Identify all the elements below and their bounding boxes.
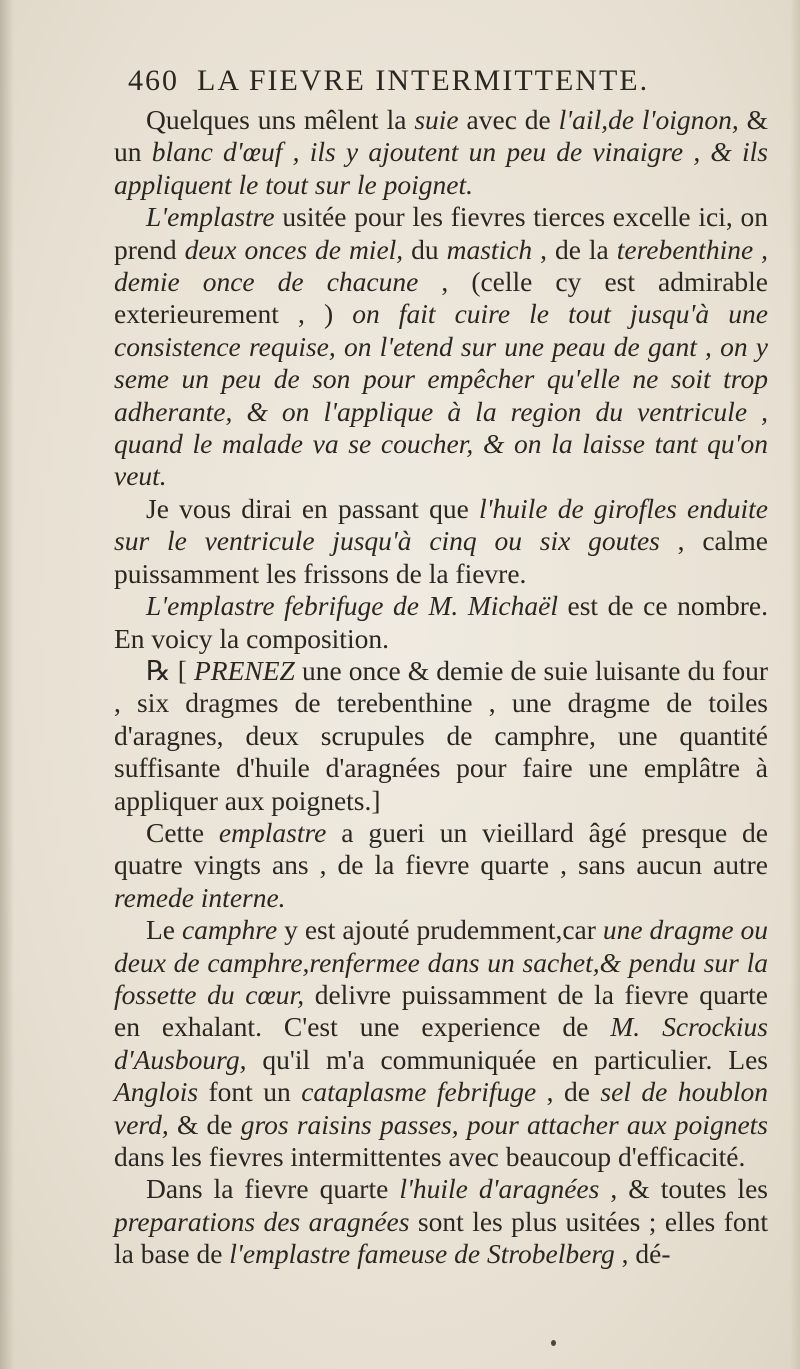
text-run: , dé- <box>614 1238 671 1270</box>
text-run: , & toutes les <box>599 1173 768 1205</box>
italic-run: emplastre <box>218 816 327 848</box>
text-run: est de ce nombre. En voicy la composition. <box>114 590 768 654</box>
text-run: qu'il m'a communiquée en particulier. Les <box>246 1043 768 1075</box>
paragraph <box>114 1173 768 1270</box>
text-run: dans les fievres intermittentes avec beaucoup d'efficacité. <box>114 1141 746 1172</box>
italic-run: sel de houblon verd, <box>114 1076 768 1140</box>
text-run: Quelques uns mêlent la <box>146 104 415 135</box>
page-shadow-right <box>790 0 800 1369</box>
text-run: & de <box>168 1108 241 1140</box>
italic-run: PRENEZ <box>194 654 295 686</box>
text-run: ℞ [ <box>146 654 194 686</box>
italic-run: gros raisins passes, pour attacher aux poignets <box>240 1108 768 1140</box>
text-run: du <box>403 233 447 265</box>
italic-run: blanc d'œuf , ils y ajoutent un peu de vinaigre , & ils appliquent le tout sur le poignet. <box>114 136 768 200</box>
italic-run: Anglois <box>114 1076 199 1108</box>
italic-run: on fait cuire le tout jusqu'à une consistence requise, on l'etend sur une peau de gant , on y seme un peu de son pour empêcher qu'elle ne soit trop adherante, & on l'applique à la region du ventricule , quand le malade va se coucher, & on la laisse tant qu'on veut. <box>114 298 768 492</box>
italic-run: remede interne. <box>114 881 286 913</box>
running-title: LA FIEVRE INTERMITTENTE. <box>197 64 650 97</box>
italic-run: camphre <box>181 914 278 946</box>
italic-run: M. Scrockius d'Ausbourg, <box>114 1011 768 1075</box>
paragraph <box>114 914 768 1173</box>
page-shadow-left <box>0 0 14 1369</box>
paragraph <box>114 201 768 493</box>
text-run: , calme puissamment les frissons de la fievre. <box>114 525 768 589</box>
text-run: avec de <box>458 104 559 135</box>
text-run: une once & demie de suie luisante du four , six dragmes de terebenthine , une dragme de toiles d'aragnes, deux scrupules de camphre, une quantité suffisante d'huile d'aragnées pour faire une emplâtre à appliquer aux poignets.] <box>114 654 768 816</box>
italic-run: deux onces de miel, <box>184 233 404 265</box>
text-run: sont les plus usitées ; elles font la base de <box>114 1205 769 1270</box>
text-run: usitée pour les fievres tierces excelle ici, on prend <box>114 201 768 265</box>
italic-run: l'ail,de l'oignon, <box>558 104 739 135</box>
paragraph <box>114 104 768 201</box>
italic-run: l'huile d'aragnées <box>399 1173 600 1205</box>
text-run: y est ajouté prudemment,car <box>277 914 603 946</box>
italic-run: l'emplastre fameuse de Strobelberg <box>229 1238 615 1270</box>
text-run: & un <box>114 104 769 168</box>
text-run: a gueri un vieillard âgé presque de quatre vingts ans , de la fievre quarte , sans aucun autre <box>114 816 768 881</box>
italic-run: terebenthine , demie once de chacune <box>114 233 768 298</box>
italic-run: cataplasme febrifuge <box>301 1076 537 1108</box>
italic-run: suie <box>414 104 459 135</box>
text-run: , de <box>536 1076 601 1108</box>
paragraph <box>114 590 768 655</box>
italic-run: l'huile de girofles enduite sur le ventricule jusqu'à cinq ou six goutes <box>114 492 769 557</box>
text-run: , (celle cy est admirable exterieurement , ) <box>114 266 768 330</box>
text-run: Le <box>146 914 182 946</box>
italic-run: une dragme ou deux de camphre,renfermee dans un sachet,& pendu sur la fossette du cœur, <box>114 914 768 1010</box>
body-text <box>114 104 768 1271</box>
paragraph <box>114 655 768 817</box>
italic-run: preparations des aragnées <box>114 1205 410 1237</box>
paragraph <box>114 493 768 590</box>
text-run: Cette <box>146 816 219 848</box>
text-run: delivre puissamment de la fievre quarte en exhalant. C'est une experience de <box>114 978 768 1043</box>
text-run: Je vous dirai en passant que <box>146 492 480 524</box>
italic-run: L'emplastre febrifuge de M. Michaël <box>146 590 558 622</box>
running-header <box>128 58 768 104</box>
text-run: , de la <box>532 233 617 265</box>
italic-run: L'emplastre <box>146 201 275 233</box>
italic-run: mastich <box>446 233 533 265</box>
ink-spot <box>551 1340 556 1346</box>
text-run: font un <box>198 1076 302 1108</box>
text-run: Dans la fievre quarte <box>146 1173 400 1205</box>
paragraph <box>114 817 768 914</box>
page-number: 460 <box>128 64 179 97</box>
